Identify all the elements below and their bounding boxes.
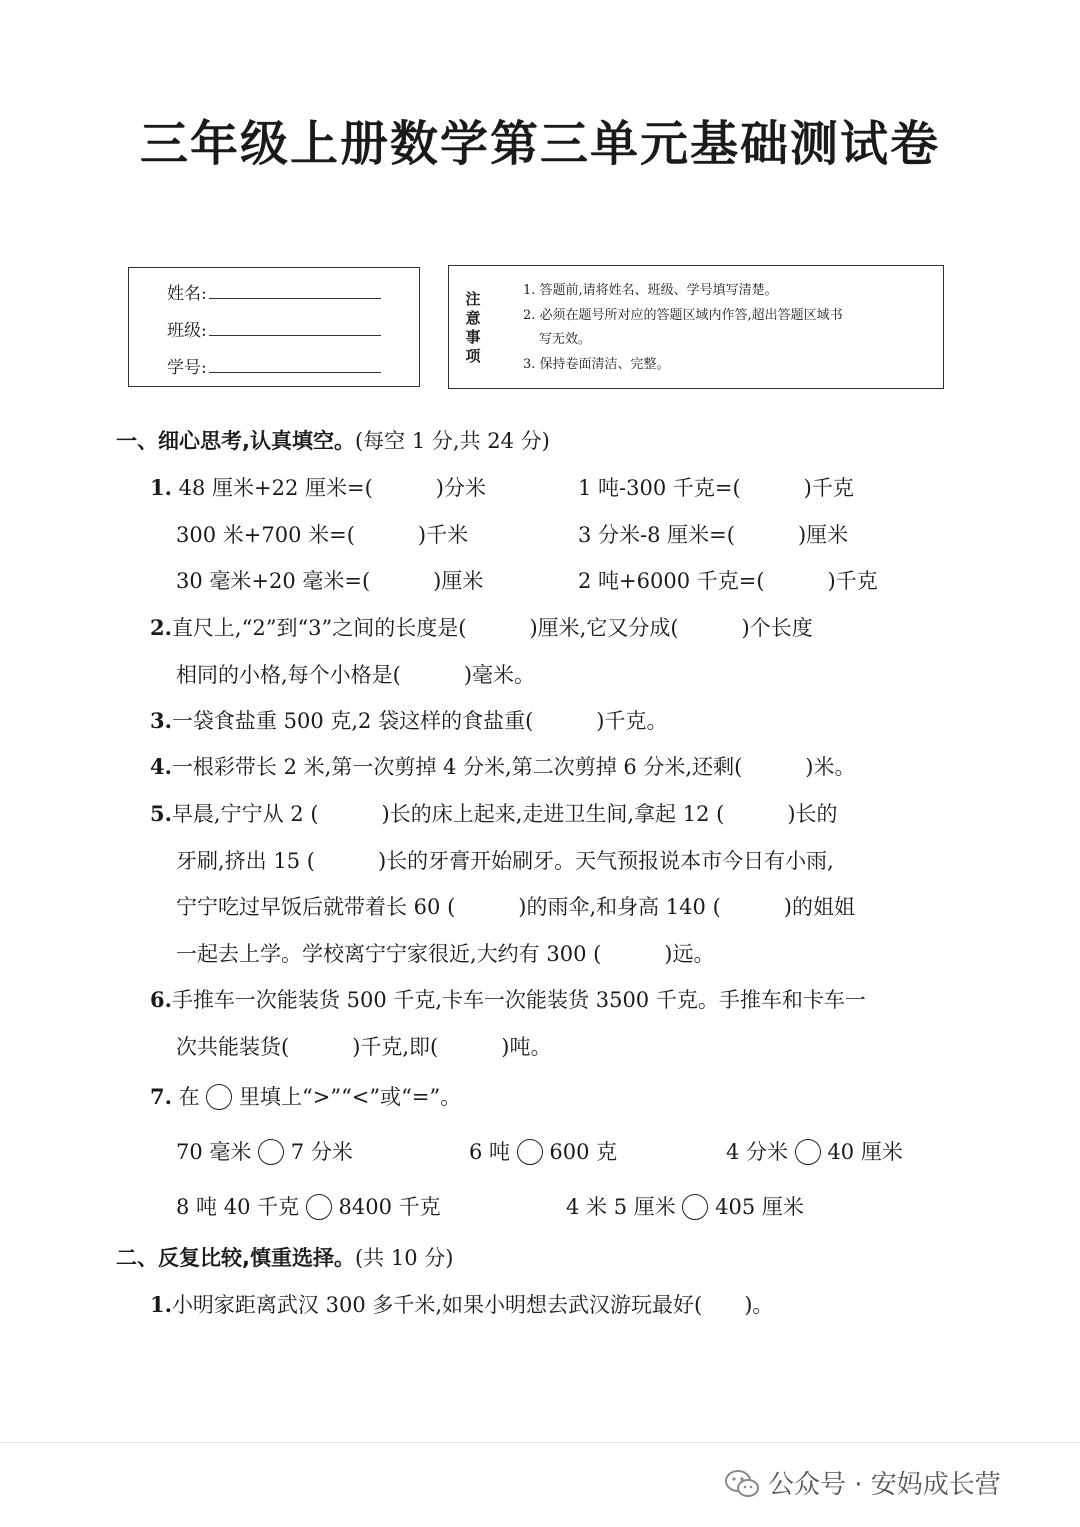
compare-right: 405 厘米 (715, 1195, 804, 1219)
q2-line2: 相同的小格,每个小格是( )毫米。 (176, 663, 536, 687)
compare-circle[interactable] (517, 1139, 543, 1165)
note-item: 3. 保持卷面清洁、完整。 (523, 357, 670, 372)
q1-item: 300 米+700 米=( )千米 (176, 523, 469, 547)
note-item: 写无效。 (539, 332, 592, 347)
notes-label-char: 事 (465, 328, 481, 346)
q5-line4: 一起去上学。学校离宁宁家很近,大约有 300 ( )远。 (176, 942, 715, 966)
section1-score: (每空 1 分,共 24 分) (354, 429, 550, 453)
compare-right: 600 克 (549, 1140, 618, 1164)
q3-text: 一袋食盐重 500 克,2 袋这样的食盐重( )千克。 (171, 709, 668, 733)
q2-text: 直尺上,“2”到“3”之间的长度是( )厘米,它又分成( )个长度 (171, 616, 813, 640)
class-field[interactable] (209, 317, 381, 336)
note-item: 2. 必须在题号所对应的答题区域内作答,超出答题区域书 (523, 308, 843, 323)
compare-right: 8400 千克 (338, 1195, 441, 1219)
compare-circle[interactable] (258, 1139, 284, 1165)
compare-item (726, 1137, 903, 1167)
section2-title: 二、反复比较,慎重选择。 (116, 1246, 355, 1270)
compare-item (176, 1192, 441, 1222)
q2-line1 (150, 613, 813, 643)
q5-line2: 牙刷,挤出 15 ( )长的牙膏开始刷牙。天气预报说本市今日有小雨, (176, 849, 834, 873)
q5-text: 早晨,宁宁从 2 ( )长的床上起来,走进卫生间,拿起 12 ( )长的 (171, 802, 838, 826)
class-row (167, 317, 381, 343)
class-label: 班级: (167, 321, 207, 341)
name-row (167, 280, 381, 306)
notes-label-char: 意 (465, 309, 481, 327)
name-field[interactable] (209, 280, 381, 299)
compare-left: 8 吨 40 千克 (176, 1195, 300, 1219)
q7-line1 (150, 1082, 461, 1112)
note-item: 1. 答题前,请将姓名、班级、学号填写清楚。 (523, 283, 778, 298)
compare-right: 7 分米 (290, 1140, 353, 1164)
s2-q1-line1 (150, 1290, 773, 1320)
q5-line3: 宁宁吃过早饭后就带着长 60 ( )的雨伞,和身高 140 ( )的姐姐 (176, 895, 855, 919)
student-id-label: 学号: (167, 358, 207, 378)
notes-box (448, 265, 944, 389)
compare-circle[interactable] (206, 1084, 232, 1110)
section1-heading (116, 426, 550, 456)
compare-left: 4 米 5 厘米 (566, 1195, 676, 1219)
notes-label (463, 290, 483, 366)
name-label: 姓名: (167, 284, 207, 304)
q4-text: 一根彩带长 2 米,第一次剪掉 4 分米,第二次剪掉 6 分米,还剩( )米。 (171, 755, 856, 779)
q7-pre: 在 (178, 1085, 200, 1109)
wechat-icon (724, 1469, 760, 1506)
compare-left: 6 吨 (469, 1140, 511, 1164)
q4-number: 4. (150, 754, 172, 779)
compare-right: 40 厘米 (827, 1140, 903, 1164)
q1-item: 1 吨-300 千克=( )千克 (578, 476, 854, 500)
q5-line1 (150, 799, 838, 829)
notes-label-char: 注 (465, 290, 481, 308)
student-id-row (167, 354, 381, 380)
q6-line2: 次共能装货( )千克,即( )吨。 (176, 1035, 552, 1059)
student-info-box (128, 267, 420, 387)
watermark-text: 公众号 · 安妈成长营 (768, 1470, 1001, 1500)
q3-line1 (150, 706, 667, 736)
q1-item: 3 分米-8 厘米=( )厘米 (578, 523, 849, 547)
q1-item: 30 毫米+20 毫米=( )厘米 (176, 569, 484, 593)
q6-number: 6. (150, 987, 172, 1012)
s2-q1-number: 1. (150, 1292, 172, 1317)
compare-item (566, 1192, 804, 1222)
q6-text: 手推车一次能装货 500 千克,卡车一次能装货 3500 千克。手推车和卡车一 (171, 988, 866, 1012)
q1-item: 48 厘米+22 厘米=( )分米 (178, 476, 486, 500)
page-title: 三年级上册数学第三单元基础测试卷 (139, 116, 940, 172)
student-id-field[interactable] (209, 354, 381, 373)
q7-number: 7. (150, 1084, 172, 1109)
q4-line1 (150, 752, 855, 782)
compare-item (176, 1137, 353, 1167)
watermark (724, 1464, 1001, 1506)
section2-score: (共 10 分) (354, 1246, 454, 1270)
compare-circle[interactable] (795, 1139, 821, 1165)
q1-line1 (150, 473, 486, 503)
compare-left: 70 毫米 (176, 1140, 252, 1164)
q2-number: 2. (150, 615, 172, 640)
section1-title: 一、细心思考,认真填空。 (116, 429, 355, 453)
footer-divider (0, 1442, 1080, 1443)
compare-circle[interactable] (682, 1194, 708, 1220)
compare-item (469, 1137, 617, 1167)
q1-number: 1. (150, 475, 172, 500)
q6-line1 (150, 985, 866, 1015)
q3-number: 3. (150, 708, 172, 733)
compare-left: 4 分米 (726, 1140, 789, 1164)
section2-heading (116, 1243, 453, 1273)
q5-number: 5. (150, 801, 172, 826)
notes-label-char: 项 (465, 347, 481, 365)
q1-item: 2 吨+6000 千克=( )千克 (578, 569, 878, 593)
s2-q1-text: 小明家距离武汉 300 多千米,如果小明想去武汉游玩最好( )。 (171, 1293, 774, 1317)
compare-circle[interactable] (306, 1194, 332, 1220)
q7-post: 里填上“>”“<”或“=”。 (239, 1085, 462, 1109)
